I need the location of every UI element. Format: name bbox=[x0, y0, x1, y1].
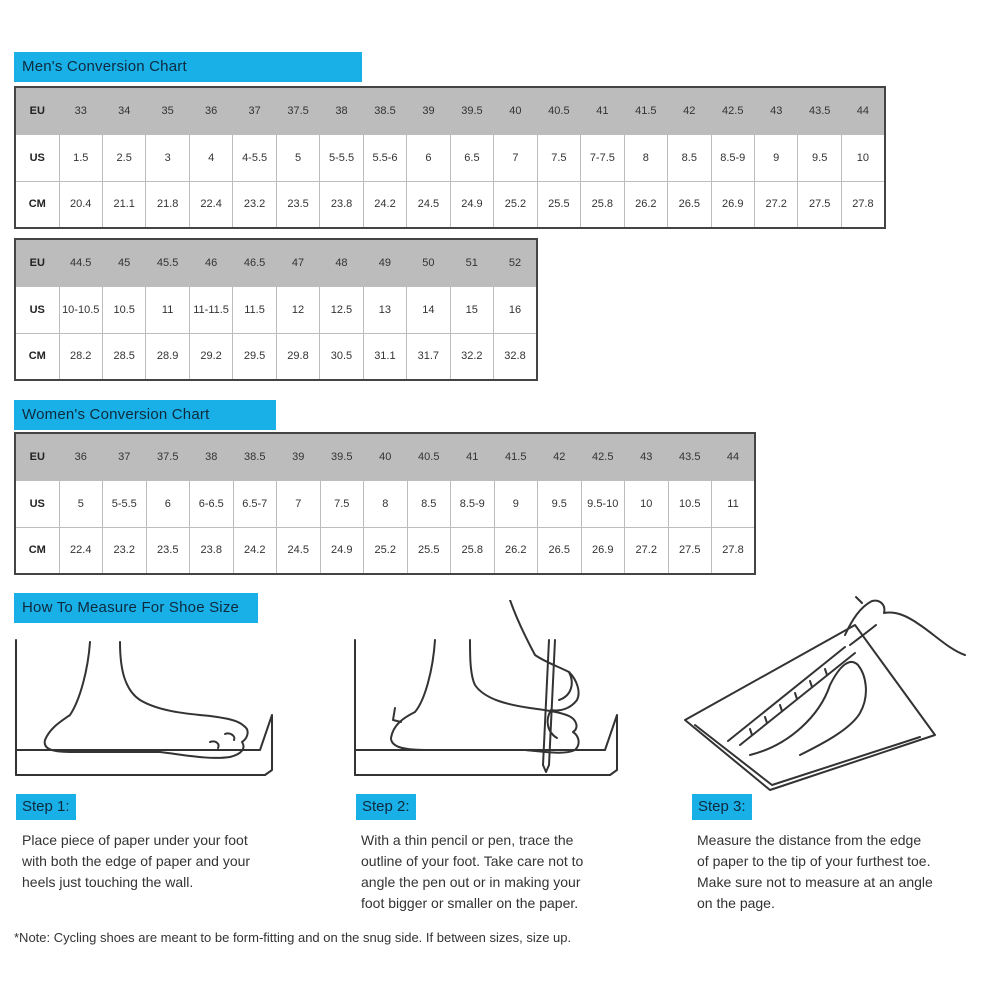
us-size-cell: 12 bbox=[276, 286, 319, 333]
cm-size-cell: 22.4 bbox=[59, 527, 103, 574]
cm-size-cell: 25.2 bbox=[364, 527, 408, 574]
us-size-cell: 7-7.5 bbox=[581, 134, 624, 181]
eu-size-row bbox=[15, 433, 755, 480]
us-size-cell: 6-6.5 bbox=[190, 480, 234, 527]
eu-size-cell: 40 bbox=[364, 433, 408, 480]
us-size-cell: 8.5-9 bbox=[711, 134, 754, 181]
cm-size-cell: 32.8 bbox=[494, 333, 537, 380]
cm-size-cell: 27.8 bbox=[712, 527, 756, 574]
mens-chart-title: Men's Conversion Chart bbox=[14, 52, 362, 82]
eu-size-cell: 40.5 bbox=[407, 433, 451, 480]
us-size-cell: 10 bbox=[841, 134, 884, 181]
cm-size-cell: 24.2 bbox=[233, 527, 277, 574]
eu-size-cell: 40.5 bbox=[537, 87, 580, 134]
eu-size-cell: 45 bbox=[102, 239, 145, 286]
us-size-cell: 7 bbox=[494, 134, 537, 181]
us-size-cell: 4-5.5 bbox=[233, 134, 276, 181]
us-size-cell: 9.5-10 bbox=[581, 480, 625, 527]
us-size-cell: 8.5-9 bbox=[451, 480, 495, 527]
cm-size-cell: 25.8 bbox=[581, 181, 624, 228]
step2-label: Step 2: bbox=[356, 794, 416, 820]
step2-description bbox=[361, 830, 681, 914]
step1-foot-illustration bbox=[10, 630, 290, 780]
eu-size-cell: 48 bbox=[320, 239, 363, 286]
eu-size-cell: 51 bbox=[450, 239, 493, 286]
us-size-cell: 9 bbox=[494, 480, 538, 527]
step1-line: with both the edge of paper and your bbox=[22, 853, 251, 869]
us-size-cell: 15 bbox=[450, 286, 493, 333]
step1-description bbox=[22, 830, 342, 893]
measure-section-title: How To Measure For Shoe Size bbox=[14, 593, 258, 623]
eu-size-cell: 37 bbox=[233, 87, 276, 134]
cm-size-cell: 24.9 bbox=[320, 527, 364, 574]
us-size-cell: 5.5-6 bbox=[363, 134, 406, 181]
us-row-header: US bbox=[15, 134, 59, 181]
eu-size-cell: 42.5 bbox=[711, 87, 754, 134]
cm-size-cell: 27.2 bbox=[625, 527, 669, 574]
cm-size-cell: 23.2 bbox=[233, 181, 276, 228]
cm-size-cell: 26.9 bbox=[581, 527, 625, 574]
eu-size-cell: 43 bbox=[625, 433, 669, 480]
us-size-cell: 5 bbox=[59, 480, 103, 527]
us-size-cell: 5-5.5 bbox=[320, 134, 363, 181]
cm-size-cell: 31.7 bbox=[407, 333, 450, 380]
step1-label: Step 1: bbox=[16, 794, 76, 820]
eu-size-cell: 45.5 bbox=[146, 239, 189, 286]
eu-row-header: EU bbox=[15, 239, 59, 286]
us-size-cell: 7.5 bbox=[320, 480, 364, 527]
cm-size-cell: 24.2 bbox=[363, 181, 406, 228]
cm-size-cell: 27.8 bbox=[841, 181, 884, 228]
eu-size-cell: 41.5 bbox=[624, 87, 667, 134]
step3-line: of paper to the tip of your furthest toe. bbox=[697, 853, 931, 869]
cm-size-cell: 31.1 bbox=[363, 333, 406, 380]
step3-description bbox=[697, 830, 997, 914]
step2-trace-illustration bbox=[345, 600, 645, 780]
eu-size-cell: 43 bbox=[755, 87, 798, 134]
cm-row-header: CM bbox=[15, 527, 59, 574]
eu-size-cell: 44.5 bbox=[59, 239, 102, 286]
us-size-cell: 6 bbox=[407, 134, 450, 181]
us-size-cell: 10.5 bbox=[102, 286, 145, 333]
eu-size-cell: 37.5 bbox=[146, 433, 190, 480]
eu-size-row bbox=[15, 87, 885, 134]
cm-size-cell: 24.9 bbox=[450, 181, 493, 228]
step3-line: Make sure not to measure at an angle bbox=[697, 874, 933, 890]
eu-size-cell: 40 bbox=[494, 87, 537, 134]
us-size-cell: 10-10.5 bbox=[59, 286, 102, 333]
eu-size-cell: 50 bbox=[407, 239, 450, 286]
eu-size-cell: 42.5 bbox=[581, 433, 625, 480]
eu-row-header: EU bbox=[15, 87, 59, 134]
us-size-cell: 9.5 bbox=[798, 134, 841, 181]
cm-size-cell: 27.2 bbox=[755, 181, 798, 228]
step1-line: Place piece of paper under your foot bbox=[22, 832, 248, 848]
eu-size-cell: 38 bbox=[190, 433, 234, 480]
us-size-cell: 11-11.5 bbox=[189, 286, 232, 333]
us-size-cell: 9.5 bbox=[538, 480, 582, 527]
eu-size-row bbox=[15, 239, 537, 286]
cm-size-cell: 26.9 bbox=[711, 181, 754, 228]
step2-line: angle the pen out or in making your bbox=[361, 874, 581, 890]
cm-size-row bbox=[15, 333, 537, 380]
mens-conversion-table-1 bbox=[14, 86, 886, 229]
eu-size-cell: 37.5 bbox=[276, 87, 319, 134]
us-size-cell: 6.5 bbox=[450, 134, 493, 181]
us-row-header: US bbox=[15, 480, 59, 527]
eu-size-cell: 44 bbox=[712, 433, 756, 480]
cm-size-cell: 28.2 bbox=[59, 333, 102, 380]
cm-size-cell: 23.8 bbox=[190, 527, 234, 574]
step2-line: outline of your foot. Take care not to bbox=[361, 853, 584, 869]
eu-size-cell: 39.5 bbox=[320, 433, 364, 480]
cm-size-row bbox=[15, 527, 755, 574]
cm-size-cell: 25.2 bbox=[494, 181, 537, 228]
cm-size-cell: 23.8 bbox=[320, 181, 363, 228]
eu-size-cell: 44 bbox=[841, 87, 884, 134]
cm-size-cell: 26.2 bbox=[494, 527, 538, 574]
us-size-cell: 5-5.5 bbox=[103, 480, 147, 527]
us-size-cell: 11 bbox=[146, 286, 189, 333]
us-size-cell: 13 bbox=[363, 286, 406, 333]
eu-size-cell: 39.5 bbox=[450, 87, 493, 134]
us-size-cell: 10 bbox=[625, 480, 669, 527]
cm-size-cell: 21.8 bbox=[146, 181, 189, 228]
eu-size-cell: 41 bbox=[581, 87, 624, 134]
us-size-cell: 5 bbox=[276, 134, 319, 181]
eu-row-header: EU bbox=[15, 433, 59, 480]
us-size-cell: 8 bbox=[364, 480, 408, 527]
mens-conversion-table-2 bbox=[14, 238, 538, 381]
us-size-cell: 11.5 bbox=[233, 286, 276, 333]
us-size-cell: 6.5-7 bbox=[233, 480, 277, 527]
cm-size-cell: 26.5 bbox=[668, 181, 711, 228]
cm-size-cell: 26.5 bbox=[538, 527, 582, 574]
cm-size-cell: 21.1 bbox=[102, 181, 145, 228]
eu-size-cell: 43.5 bbox=[798, 87, 841, 134]
us-size-row bbox=[15, 134, 885, 181]
eu-size-cell: 38.5 bbox=[233, 433, 277, 480]
cm-size-cell: 32.2 bbox=[450, 333, 493, 380]
cm-size-cell: 20.4 bbox=[59, 181, 102, 228]
womens-chart-title: Women's Conversion Chart bbox=[14, 400, 276, 430]
cm-size-cell: 26.2 bbox=[624, 181, 667, 228]
us-size-cell: 3 bbox=[146, 134, 189, 181]
step3-label: Step 3: bbox=[692, 794, 752, 820]
cm-size-row bbox=[15, 181, 885, 228]
eu-size-cell: 36 bbox=[189, 87, 232, 134]
eu-size-cell: 37 bbox=[103, 433, 147, 480]
cm-size-cell: 22.4 bbox=[189, 181, 232, 228]
cycling-fit-note: *Note: Cycling shoes are meant to be form-fitting and on the snug side. If between sizes, size up. bbox=[14, 930, 572, 945]
us-size-cell: 4 bbox=[189, 134, 232, 181]
ruler-ticks bbox=[750, 669, 827, 735]
cm-size-cell: 25.5 bbox=[537, 181, 580, 228]
eu-size-cell: 46.5 bbox=[233, 239, 276, 286]
step2-line: With a thin pencil or pen, trace the bbox=[361, 832, 574, 848]
us-size-cell: 7.5 bbox=[537, 134, 580, 181]
eu-size-cell: 41.5 bbox=[494, 433, 538, 480]
cm-size-cell: 25.8 bbox=[451, 527, 495, 574]
us-size-cell: 7 bbox=[277, 480, 321, 527]
us-size-cell: 16 bbox=[494, 286, 537, 333]
cm-size-cell: 24.5 bbox=[277, 527, 321, 574]
us-size-cell: 8.5 bbox=[668, 134, 711, 181]
cm-size-cell: 23.5 bbox=[146, 527, 190, 574]
cm-size-cell: 23.5 bbox=[276, 181, 319, 228]
cm-row-header: CM bbox=[15, 333, 59, 380]
eu-size-cell: 47 bbox=[276, 239, 319, 286]
eu-size-cell: 39 bbox=[407, 87, 450, 134]
cm-size-cell: 28.9 bbox=[146, 333, 189, 380]
eu-size-cell: 36 bbox=[59, 433, 103, 480]
cm-size-cell: 27.5 bbox=[798, 181, 841, 228]
eu-size-cell: 34 bbox=[102, 87, 145, 134]
us-row-header: US bbox=[15, 286, 59, 333]
eu-size-cell: 38 bbox=[320, 87, 363, 134]
us-size-cell: 11 bbox=[712, 480, 756, 527]
eu-size-cell: 42 bbox=[538, 433, 582, 480]
eu-size-cell: 35 bbox=[146, 87, 189, 134]
cm-size-cell: 27.5 bbox=[668, 527, 712, 574]
us-size-row bbox=[15, 286, 537, 333]
step3-line: on the page. bbox=[697, 895, 775, 911]
us-size-cell: 2.5 bbox=[102, 134, 145, 181]
cm-size-cell: 23.2 bbox=[103, 527, 147, 574]
us-size-cell: 10.5 bbox=[668, 480, 712, 527]
womens-conversion-table bbox=[14, 432, 756, 575]
us-size-row bbox=[15, 480, 755, 527]
eu-size-cell: 39 bbox=[277, 433, 321, 480]
us-size-cell: 12.5 bbox=[320, 286, 363, 333]
cm-row-header: CM bbox=[15, 181, 59, 228]
us-size-cell: 9 bbox=[755, 134, 798, 181]
step3-measure-illustration bbox=[680, 595, 970, 795]
step3-line: Measure the distance from the edge bbox=[697, 832, 922, 848]
step2-line: foot bigger or smaller on the paper. bbox=[361, 895, 579, 911]
eu-size-cell: 52 bbox=[494, 239, 537, 286]
cm-size-cell: 29.2 bbox=[189, 333, 232, 380]
us-size-cell: 8 bbox=[624, 134, 667, 181]
us-size-cell: 8.5 bbox=[407, 480, 451, 527]
eu-size-cell: 43.5 bbox=[668, 433, 712, 480]
cm-size-cell: 28.5 bbox=[102, 333, 145, 380]
eu-size-cell: 38.5 bbox=[363, 87, 406, 134]
step1-line: heels just touching the wall. bbox=[22, 874, 194, 890]
cm-size-cell: 29.8 bbox=[276, 333, 319, 380]
eu-size-cell: 41 bbox=[451, 433, 495, 480]
cm-size-cell: 30.5 bbox=[320, 333, 363, 380]
cm-size-cell: 24.5 bbox=[407, 181, 450, 228]
cm-size-cell: 29.5 bbox=[233, 333, 276, 380]
us-size-cell: 1.5 bbox=[59, 134, 102, 181]
us-size-cell: 6 bbox=[146, 480, 190, 527]
eu-size-cell: 33 bbox=[59, 87, 102, 134]
eu-size-cell: 42 bbox=[668, 87, 711, 134]
eu-size-cell: 46 bbox=[189, 239, 232, 286]
eu-size-cell: 49 bbox=[363, 239, 406, 286]
us-size-cell: 14 bbox=[407, 286, 450, 333]
cm-size-cell: 25.5 bbox=[407, 527, 451, 574]
